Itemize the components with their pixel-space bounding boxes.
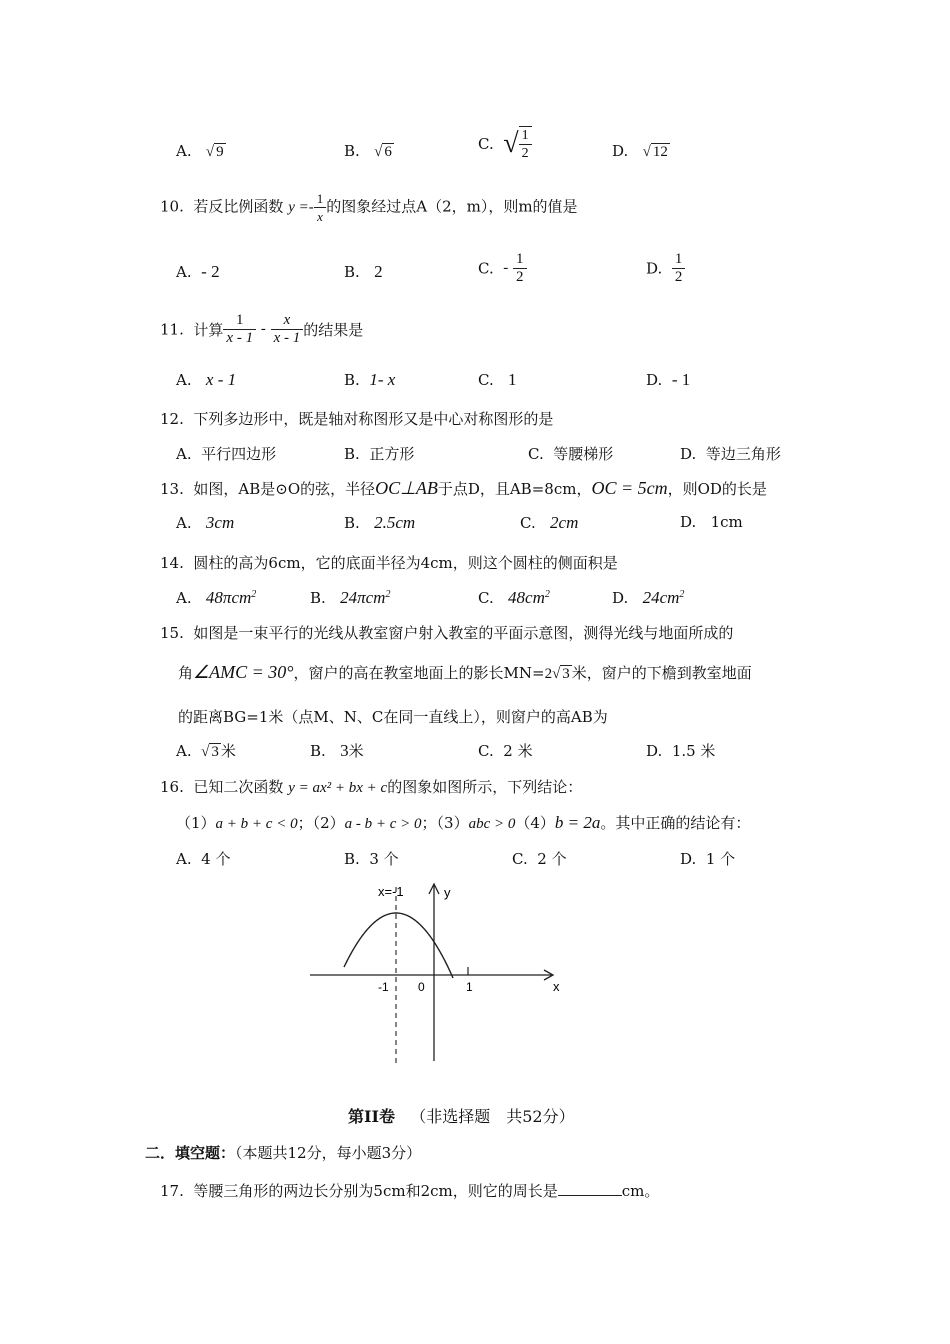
q16-option-a: A. 4 个 [176, 850, 231, 868]
q14-option-d: D. $24cm^2$ [612, 588, 685, 607]
q11-option-d: D. - 1 [646, 370, 691, 389]
q16-option-b: B. 3 个 [344, 850, 399, 868]
question-10: 10. 若反比例函数 y =- $\frac{1}{x}$ 的图象经过点A（2，m），则m的值是 [160, 191, 578, 224]
fraction: $\frac{x}{x - 1}$ [271, 312, 304, 347]
fraction: $\frac{1}{x - 1}$ [223, 312, 256, 347]
question-text: 若反比例函数 [193, 197, 284, 216]
q11-option-a: A. x - 1 [176, 370, 237, 389]
formula: y =- [288, 199, 314, 216]
formula: OC = 5cm [591, 478, 668, 498]
q15-option-c: C. 2 米 [478, 742, 533, 760]
q12-option-b: B. 正方形 [344, 445, 415, 463]
answer-blank[interactable] [558, 1181, 622, 1196]
q13-option-c: C. 2cm [520, 513, 579, 532]
q13-option-a: A. 3cm [176, 513, 235, 532]
sqrt-fraction: $\frac{1}{2}$ [519, 126, 532, 162]
question-15-line3: 的距离BG=1米（点M、N、C在同一直线上），则窗户的高AB为 [178, 708, 608, 726]
sqrt-symbol: √ [503, 128, 519, 159]
q10-option-d: D. $\frac{1}{2}$ [646, 251, 685, 286]
q9-option-a: A. √ 9 [176, 142, 224, 160]
sqrt-expression: √ 6 [374, 144, 392, 160]
formula: OC⊥AB [375, 478, 438, 498]
tick-label-neg1: -1 [378, 980, 389, 994]
sqrt-expression: √ 9 [205, 144, 224, 160]
formula: y = ax² + bx + c [288, 780, 388, 796]
q10-option-a: A. - 2 [176, 262, 220, 281]
question-12: 12. 下列多边形中，既是轴对称图形又是中心对称图形的是 [160, 410, 554, 428]
symmetry-axis-label: x=-1 [378, 884, 404, 899]
q12-option-d: D. 等边三角形 [680, 445, 781, 463]
question-15-line1: 15. 如图是一束平行的光线从教室窗户射入教室的平面示意图，测得光线与地面所成的 [160, 624, 734, 642]
question-15-line2: 角∠AMC = 30°，窗户的高在教室地面上的影长MN=2√ 3 米，窗户的下檐到教室地面 [178, 662, 752, 682]
tick-label-1: 1 [466, 980, 473, 994]
question-11: 11. 计算 $\frac{1}{x - 1}$ - $\frac{x}{x - 1}$ 的结果是 [160, 312, 364, 346]
part2-title: 第II卷 （非选择题 共52分） [348, 1107, 575, 1126]
sqrt-expression: √ 12 [642, 144, 668, 160]
origin-label: 0 [418, 980, 425, 994]
q14-option-b: B. 24πcm$^2$ [310, 588, 391, 607]
q9-option-c: C. √ $\frac{1}{2}$ [478, 126, 532, 162]
fraction: $\frac{1}{2}$ [513, 251, 527, 286]
x-axis-label: x [553, 979, 560, 994]
q13-option-b: B. 2.5cm [344, 513, 416, 532]
q13-option-d: D. 1cm [680, 513, 743, 531]
q16-option-c: C. 2 个 [512, 850, 567, 868]
q9-option-d: D. √ 12 [612, 142, 668, 160]
question-17: 17. 等腰三角形的两边长分别为5cm和2cm，则它的周长是 cm。 [160, 1182, 660, 1200]
q10-option-b: B. 2 [344, 262, 383, 281]
parabola-graph [300, 875, 580, 1070]
q12-option-c: C. 等腰梯形 [528, 445, 614, 463]
question-16: 16. 已知二次函数 y = ax² + bx + c的图象如图所示，下列结论： [160, 778, 583, 796]
q14-option-a: A. 48πcm$^2$ [176, 588, 257, 607]
fraction: $\frac{1}{x}$ [314, 190, 327, 225]
y-axis-label: y [444, 885, 451, 900]
q9-option-b: B. √ 6 [344, 142, 392, 160]
q16-option-d: D. 1 个 [680, 850, 736, 868]
q14-option-c: C. $48cm^2$ [478, 588, 550, 607]
fraction: $\frac{1}{2}$ [672, 251, 686, 286]
q11-option-c: C. 1 [478, 370, 517, 389]
q16-conditions: （1）a + b + c < 0；（2）a - b + c > 0；（3）abc > 0（4）b = 2a。其中正确的结论有： [176, 813, 751, 832]
q15-option-d: D. 1.5 米 [646, 742, 716, 760]
formula: ∠AMC = 30° [193, 662, 294, 682]
question-text: 的图象经过点A（2，m），则m的值是 [326, 197, 578, 216]
q12-option-a: A. 平行四边形 [176, 445, 277, 463]
parabola-curve [344, 913, 453, 978]
section2-heading: 二．填空题：（本题共12分，每小题3分） [145, 1144, 422, 1162]
question-13: 13. 如图，AB是⊙O的弦，半径OC⊥AB于点D，且AB=8cm，OC = 5cm，则OD的长是 [160, 478, 767, 498]
q15-option-b: B. 3米 [310, 741, 364, 760]
q11-option-b: B. 1- x [344, 370, 396, 389]
question-14: 14. 圆柱的高为6cm，它的底面半径为4cm，则这个圆柱的侧面积是 [160, 554, 618, 572]
q10-option-c: C. - $\frac{1}{2}$ [478, 251, 527, 286]
q15-option-a: A. √ 3 米 [176, 742, 236, 760]
